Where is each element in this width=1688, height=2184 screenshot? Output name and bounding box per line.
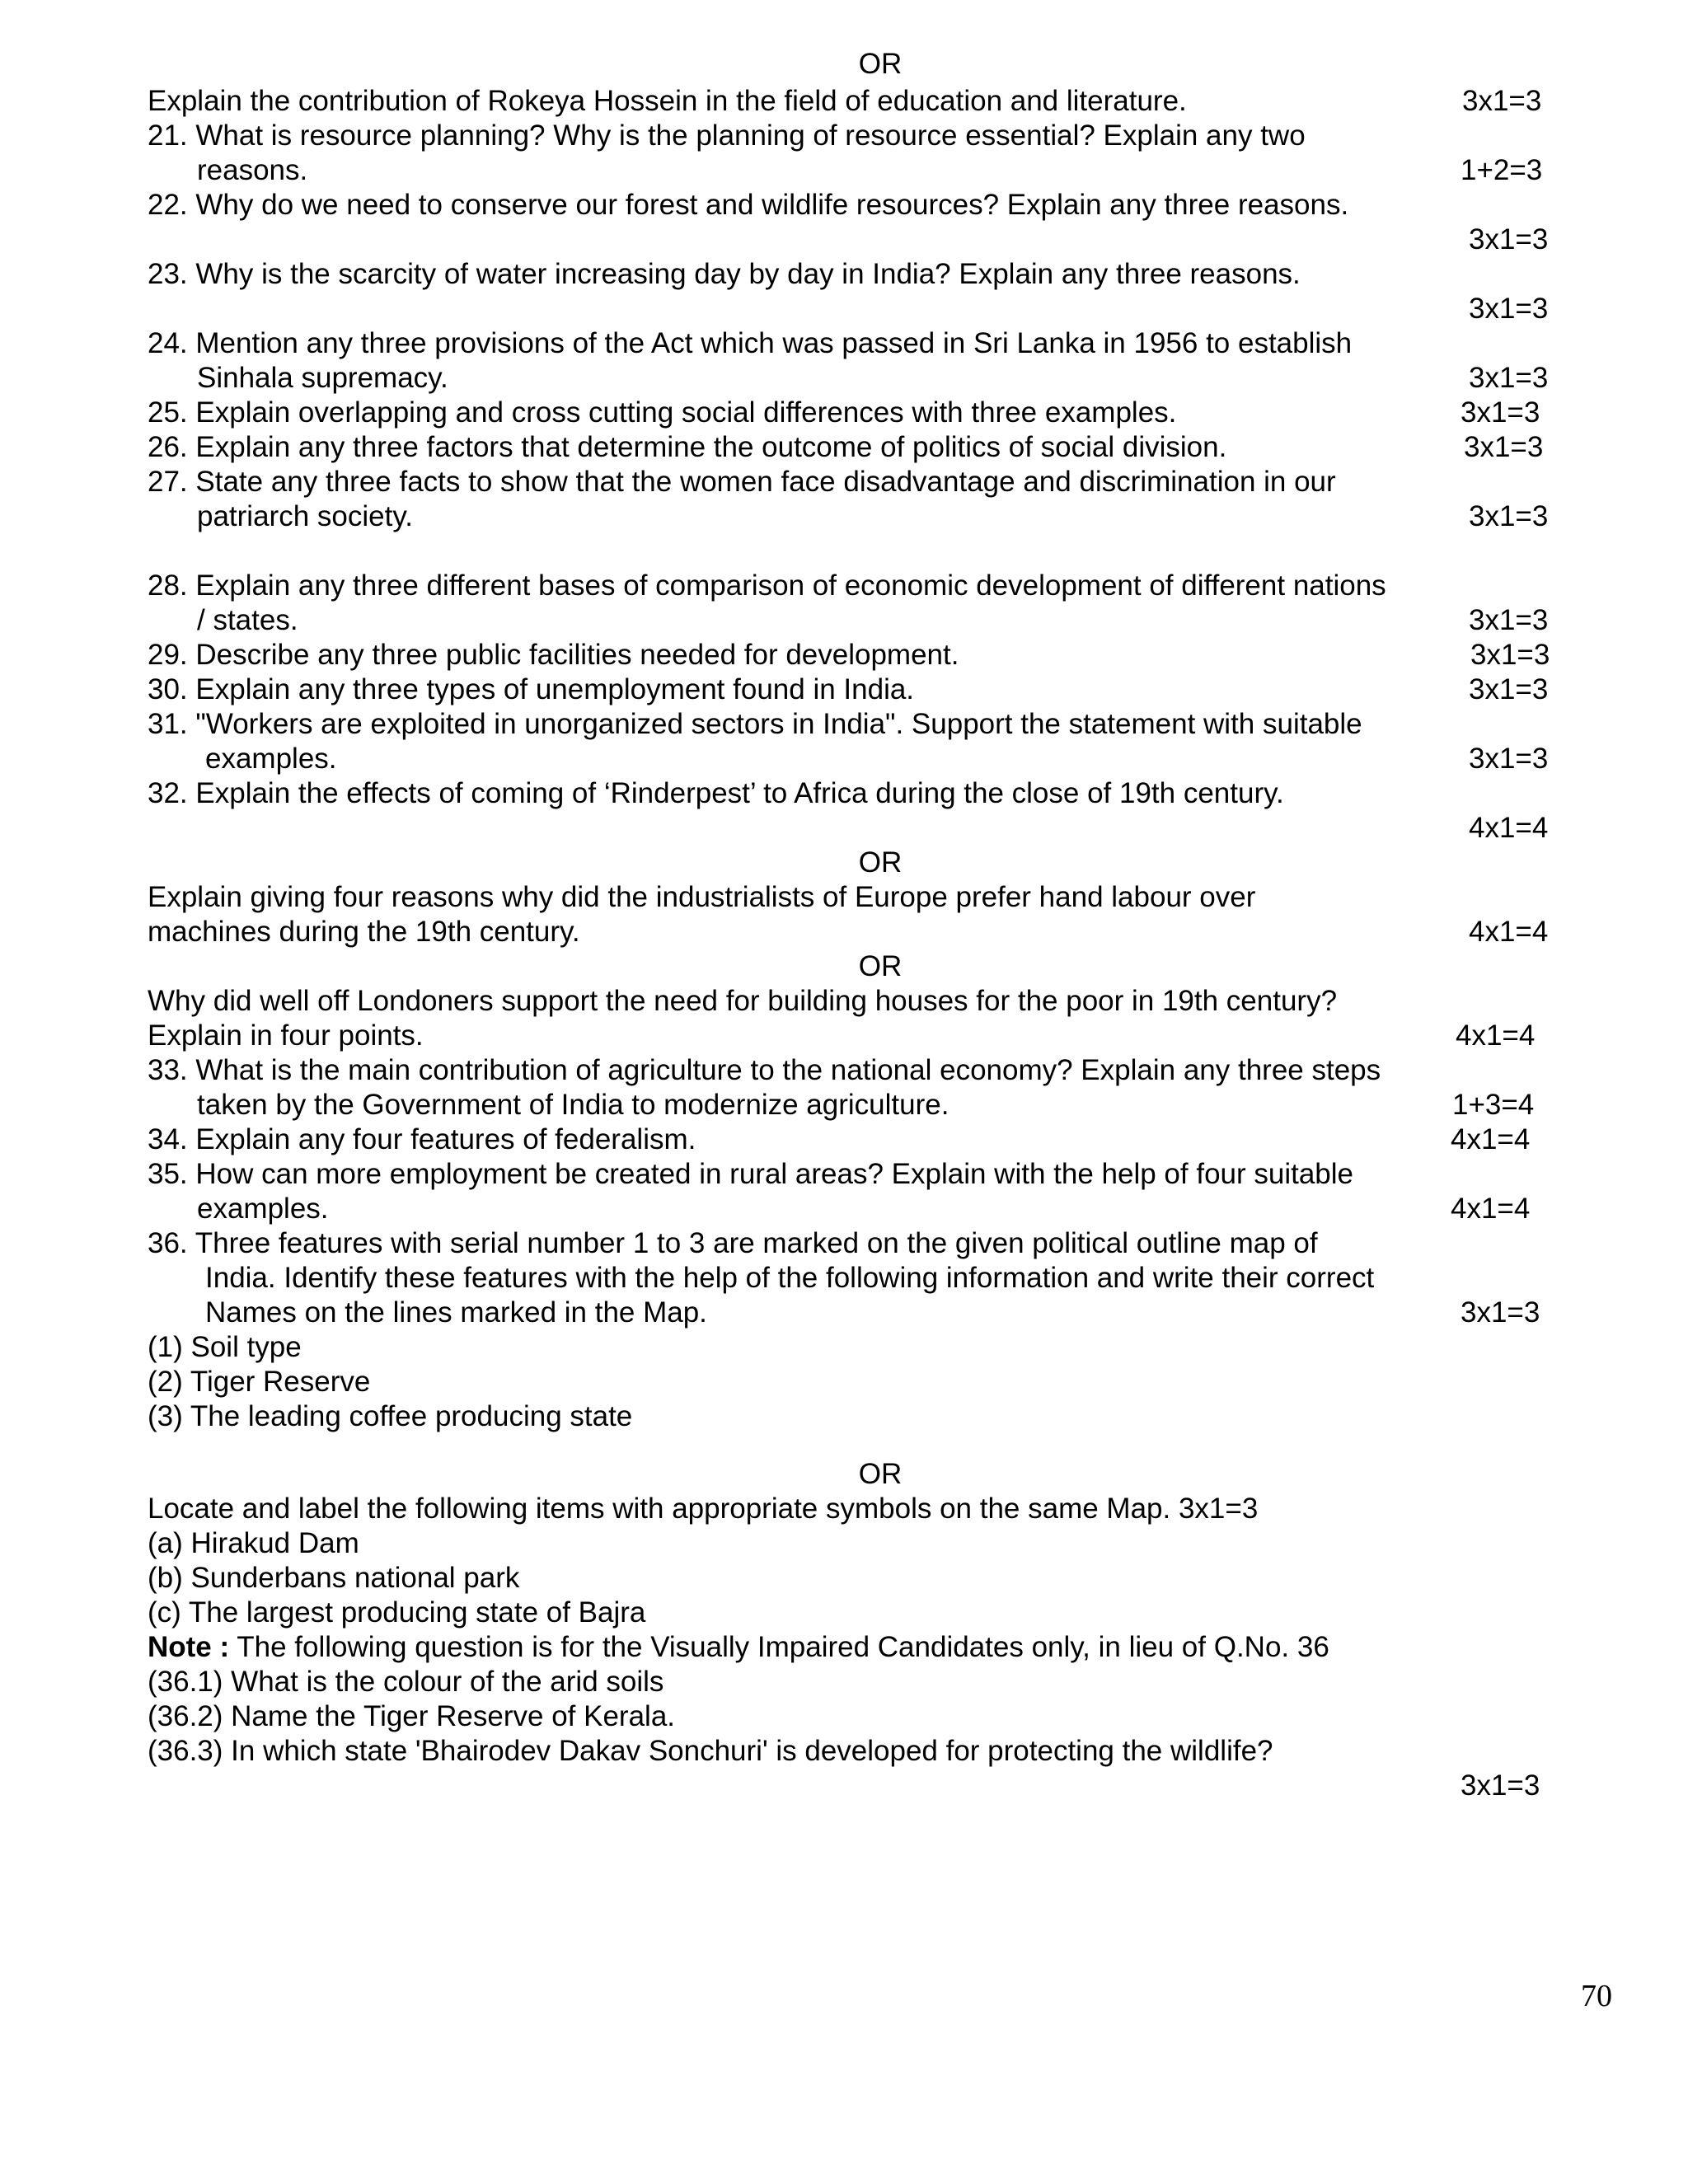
list-item: (2) Tiger Reserve — [148, 1366, 371, 1398]
question-line: reasons. 1+2=3 — [197, 154, 1543, 186]
list-item: (a) Hirakud Dam — [148, 1527, 359, 1559]
question-27: 27. State any three facts to show that the women face disadvantage and discrimination in our — [148, 466, 1336, 498]
question-line: Sinhala supremacy. 3x1=3 — [197, 362, 1549, 394]
question-23: 23. Why is the scarcity of water increasing day by day in India? Explain any three reasons. — [148, 258, 1301, 290]
question-31: 31. "Workers are exploited in unorganized sectors in India". Support the statement with suitable — [148, 708, 1362, 740]
marks: 4x1=4 — [1451, 1193, 1531, 1225]
or-separator: OR — [858, 950, 903, 982]
question-line: / states. 3x1=3 — [197, 604, 1549, 636]
question-33: 33. What is the main contribution of agriculture to the national economy? Explain any three steps — [148, 1054, 1381, 1086]
marks: 3x1=3 — [1470, 639, 1550, 671]
list-item: (36.3) In which state 'Bhairodev Dakav Sonchuri' is developed for protecting the wildlife? — [148, 1735, 1273, 1767]
question-25: 25. Explain overlapping and cross cutting social differences with three examples. 3x1=3 — [148, 396, 1540, 429]
list-item: (36.1) What is the colour of the arid soils — [148, 1666, 664, 1698]
marks: 3x1=3 — [1461, 1296, 1540, 1329]
marks: 3x1=3 — [1469, 743, 1549, 775]
question-34: 34. Explain any four features of federalism. 4x1=4 — [148, 1123, 1531, 1155]
marks: 3x1=3 — [1462, 85, 1542, 117]
page-number: 70 — [1581, 1979, 1612, 2013]
question-line: examples. 3x1=3 — [205, 743, 1549, 775]
marks: 3x1=3 — [1469, 673, 1549, 705]
marks-line — [0, 292, 1688, 326]
question-line: taken by the Government of India to modernize agriculture. 1+3=4 — [197, 1089, 1535, 1121]
marks: 4x1=4 — [1451, 1123, 1531, 1155]
question-line: machines during the 19th century. 4x1=4 — [148, 916, 1549, 948]
note-label: Note : — [148, 1631, 230, 1663]
marks-line — [0, 223, 1688, 257]
list-item: (b) Sunderbans national park — [148, 1562, 520, 1594]
marks: 1+2=3 — [1461, 154, 1543, 186]
question-36: 36. Three features with serial number 1 to 3 are marked on the given political outline map of — [148, 1227, 1318, 1259]
question-line: patriarch society. 3x1=3 — [197, 500, 1549, 532]
or-separator: OR — [858, 1458, 903, 1490]
marks-line — [0, 1769, 1688, 1803]
list-item: (36.2) Name the Tiger Reserve of Kerala. — [148, 1700, 676, 1732]
marks: 3x1=3 — [1469, 362, 1549, 394]
or-separator: OR — [858, 846, 903, 879]
marks: 3x1=3 — [1461, 1769, 1540, 1802]
marks: 3x1=3 — [1469, 604, 1549, 636]
marks: 4x1=4 — [1469, 812, 1549, 844]
marks: 3x1=3 — [1469, 293, 1549, 325]
list-item: (3) The leading coffee producing state — [148, 1400, 633, 1432]
question-24: 24. Mention any three provisions of the Act which was passed in Sri Lanka in 1956 to establish — [148, 327, 1353, 359]
question-line: Explain giving four reasons why did the industrialists of Europe prefer hand labour over — [148, 881, 1256, 913]
list-item: (c) The largest producing state of Bajra — [148, 1596, 646, 1629]
list-item: (1) Soil type — [148, 1331, 302, 1363]
marks: 4x1=4 — [1469, 916, 1549, 948]
marks: 3x1=3 — [1464, 431, 1544, 463]
marks: 3x1=3 — [1461, 396, 1540, 429]
marks-line — [0, 811, 1688, 846]
question-line: Explain the contribution of Rokeya Hossein in the field of education and literature. 3x1=3 — [148, 85, 1542, 117]
question-line: Names on the lines marked in the Map. 3x1=3 — [205, 1296, 1540, 1329]
question-32: 32. Explain the effects of coming of ‘Rinderpest’ to Africa during the close of 19th century. — [148, 777, 1284, 809]
question-28: 28. Explain any three different bases of comparison of economic development of different nations — [148, 569, 1386, 602]
question-26: 26. Explain any three factors that determine the outcome of politics of social division. 3x1=3 — [148, 431, 1544, 463]
marks: 3x1=3 — [1469, 223, 1549, 255]
question-line: examples. 4x1=4 — [197, 1193, 1531, 1225]
question-line: Explain in four points. 4x1=4 — [148, 1019, 1536, 1052]
question-30: 30. Explain any three types of unemployment found in India. 3x1=3 — [148, 673, 1549, 705]
or-separator: OR — [858, 48, 903, 80]
question-35: 35. How can more employment be created in rural areas? Explain with the help of four suitable — [148, 1158, 1354, 1190]
question-line: India. Identify these features with the help of the following information and write their correct — [205, 1262, 1375, 1294]
question-29: 29. Describe any three public facilities needed for development. 3x1=3 — [148, 639, 1550, 671]
note-line: Note : The following question is for the Visually Impaired Candidates only, in lieu of Q.No. 36 — [148, 1631, 1329, 1663]
question-22: 22. Why do we need to conserve our forest and wildlife resources? Explain any three reasons. — [148, 189, 1349, 221]
question-line: Locate and label the following items with appropriate symbols on the same Map. 3x1=3 — [148, 1493, 1259, 1525]
marks: 3x1=3 — [1469, 500, 1549, 532]
marks: 1+3=4 — [1452, 1089, 1535, 1121]
question-line: Why did well off Londoners support the need for building houses for the poor in 19th century? — [148, 985, 1338, 1017]
question-21: 21. What is resource planning? Why is the planning of resource essential? Explain any two — [148, 120, 1306, 152]
marks: 4x1=4 — [1456, 1019, 1536, 1052]
